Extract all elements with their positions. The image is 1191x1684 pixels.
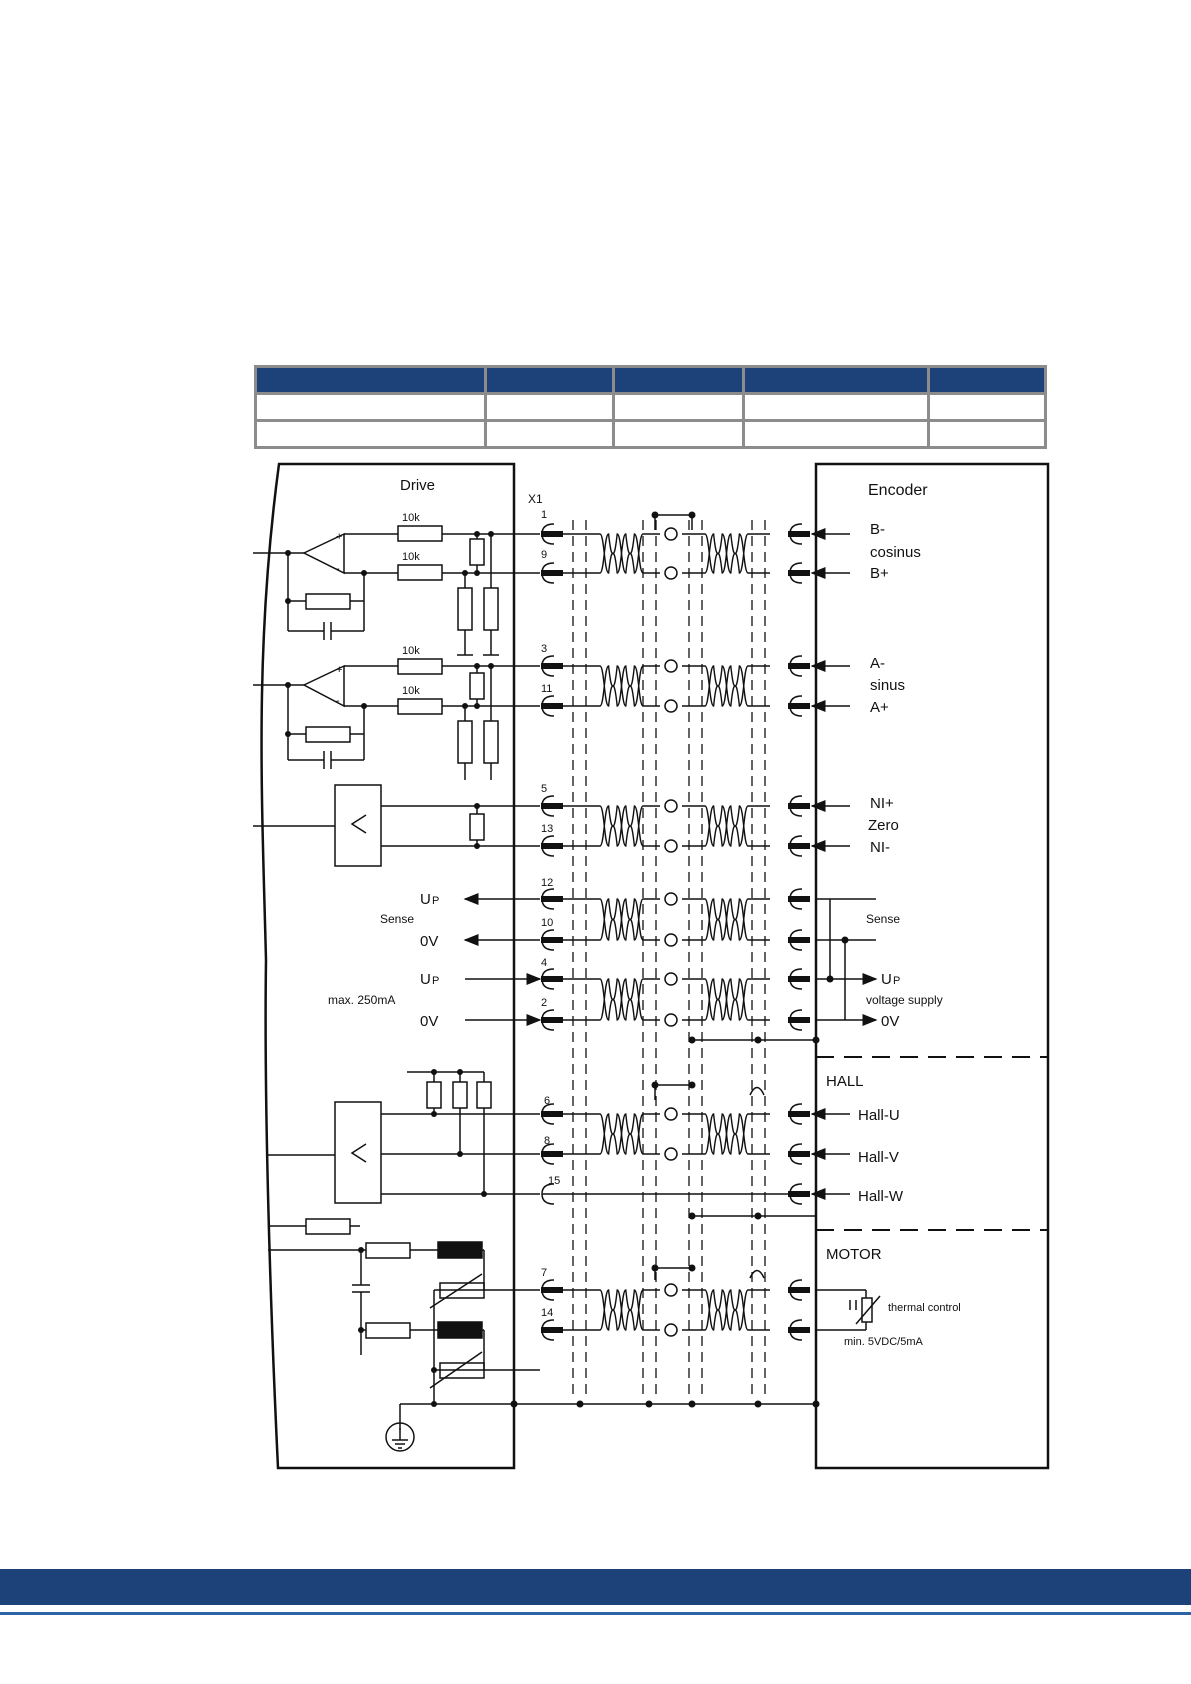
- svg-text:P: P: [432, 895, 440, 907]
- amplifier-sinus: [253, 659, 540, 780]
- amplifier-sinus-labels: [336, 645, 420, 707]
- svg-text:10: 10: [541, 917, 554, 929]
- hall-receiver-dots: [431, 1069, 487, 1197]
- thermal-sensor-icon: [816, 1290, 880, 1330]
- svg-text:cosinus: cosinus: [870, 544, 921, 561]
- svg-text:10k: 10k: [402, 512, 420, 524]
- amplifier-sinus-dots: [285, 663, 494, 737]
- svg-text:max. 250mA: max. 250mA: [328, 993, 396, 1007]
- svg-text:+: +: [336, 664, 343, 676]
- svg-text:Zero: Zero: [868, 817, 899, 834]
- svg-text:B-: B-: [870, 521, 885, 538]
- svg-text:MOTOR: MOTOR: [826, 1246, 882, 1263]
- svg-text:Sense: Sense: [866, 912, 901, 926]
- svg-text:Hall-V: Hall-V: [858, 1149, 899, 1166]
- svg-text:14: 14: [541, 1307, 554, 1319]
- encoder-box: [816, 464, 1048, 1468]
- svg-text:5: 5: [541, 783, 548, 795]
- signal-pairs: [541, 524, 810, 1340]
- svg-text:10k: 10k: [402, 551, 420, 563]
- svg-text:+: +: [336, 531, 343, 543]
- svg-text:12: 12: [541, 877, 554, 889]
- svg-text:Hall-W: Hall-W: [858, 1188, 903, 1205]
- svg-text:A+: A+: [870, 699, 889, 716]
- svg-text:NI-: NI-: [870, 839, 890, 856]
- footer-band: [0, 1569, 1191, 1605]
- svg-text:13: 13: [541, 823, 554, 835]
- svg-text:7: 7: [541, 1267, 548, 1279]
- amplifier-cosinus-dots: [285, 531, 494, 604]
- svg-text:thermal control: thermal control: [888, 1302, 961, 1314]
- svg-text:10k: 10k: [402, 645, 420, 657]
- svg-text:15: 15: [548, 1175, 561, 1187]
- motor-labels: [826, 1246, 961, 1348]
- svg-text:1: 1: [541, 509, 548, 521]
- svg-text:6: 6: [544, 1095, 551, 1107]
- hall-receiver: [268, 1072, 540, 1203]
- drive-box: [262, 464, 514, 1468]
- svg-text:2: 2: [541, 997, 548, 1009]
- svg-text:U: U: [881, 971, 892, 988]
- drive-title: Drive: [400, 477, 436, 494]
- encoder-input-arrows: [812, 534, 850, 1194]
- thermal-input: [268, 1219, 540, 1404]
- amplifier-cosinus: [253, 526, 540, 655]
- svg-text:HALL: HALL: [826, 1073, 864, 1090]
- encoder-signal-labels: [866, 521, 943, 1030]
- encoder-title: Encoder: [868, 482, 928, 499]
- drive-supply-arrows: [465, 899, 540, 1020]
- thermal-input-dots: [358, 1247, 437, 1373]
- svg-text:P: P: [893, 975, 901, 987]
- svg-text:A-: A-: [870, 655, 885, 672]
- svg-text:0V: 0V: [420, 1013, 439, 1030]
- zero-receiver: [253, 785, 540, 866]
- svg-text:-: -: [336, 563, 340, 575]
- hall-labels: [826, 1073, 904, 1205]
- svg-text:10k: 10k: [402, 685, 420, 697]
- svg-text:9: 9: [541, 549, 548, 561]
- svg-text:min. 5VDC/5mA: min. 5VDC/5mA: [844, 1336, 923, 1348]
- svg-text:4: 4: [541, 957, 548, 969]
- svg-text:NI+: NI+: [870, 795, 894, 812]
- svg-text:Hall-U: Hall-U: [858, 1107, 900, 1124]
- svg-text:U: U: [420, 891, 431, 908]
- connector-label: X1: [528, 492, 543, 506]
- drive-signal-labels: [328, 891, 439, 1030]
- svg-text:sinus: sinus: [870, 677, 906, 694]
- svg-text:8: 8: [544, 1135, 551, 1147]
- svg-text:0V: 0V: [420, 933, 439, 950]
- svg-text:Sense: Sense: [380, 912, 415, 926]
- pin-numbers: [541, 509, 560, 1319]
- svg-text:0V: 0V: [881, 1013, 900, 1030]
- svg-text:3: 3: [541, 643, 548, 655]
- svg-text:11: 11: [541, 683, 553, 695]
- svg-text:voltage supply: voltage supply: [866, 993, 943, 1007]
- svg-text:B+: B+: [870, 565, 889, 582]
- svg-text:U: U: [420, 971, 431, 988]
- svg-text:-: -: [336, 695, 340, 707]
- footer-line: [0, 1612, 1191, 1615]
- svg-text:P: P: [432, 975, 440, 987]
